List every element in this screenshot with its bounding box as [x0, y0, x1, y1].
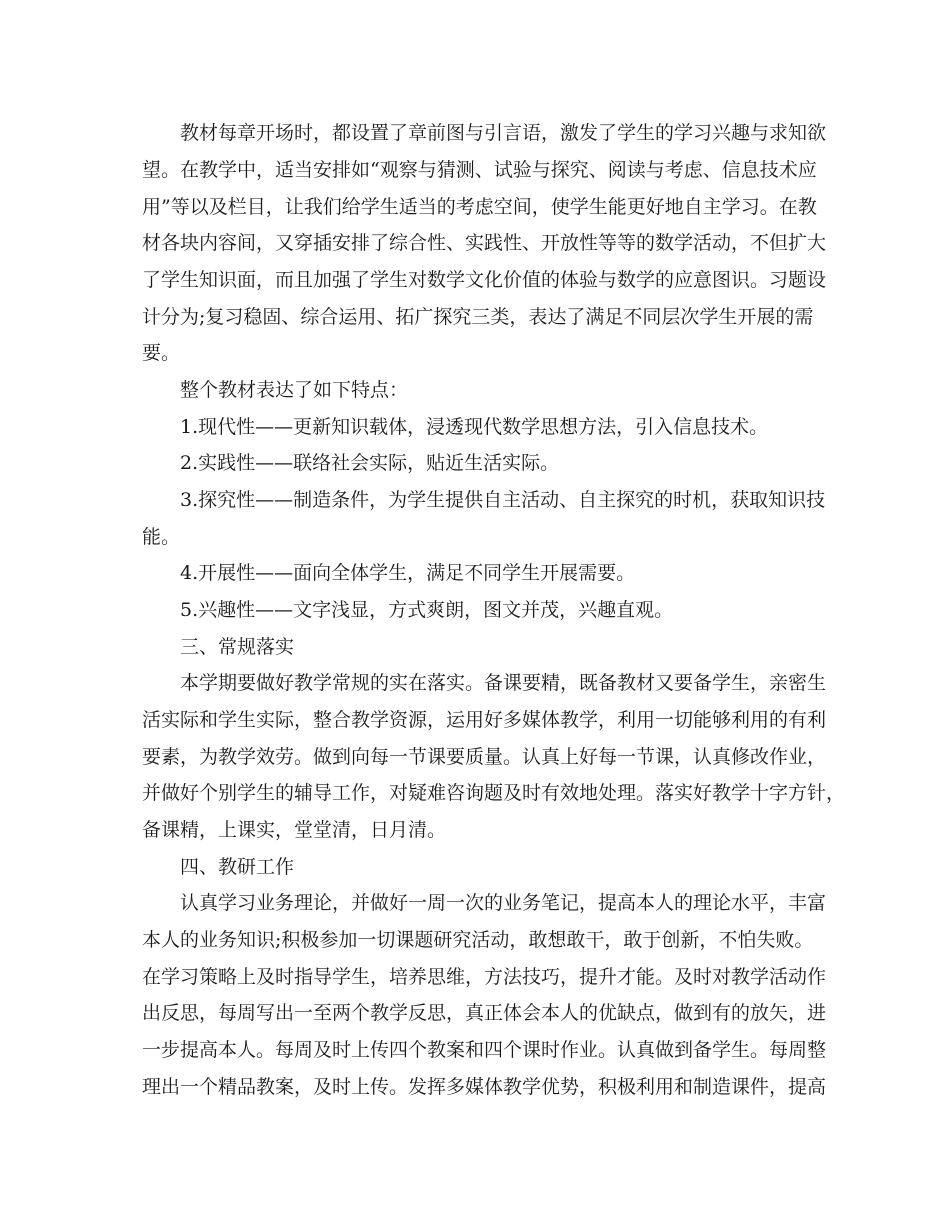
paragraph-line: 本学期要做好教学常规的实在落实。备课要精，既备教材又要备学生，亲密生 — [180, 672, 827, 694]
paragraph-line: 材各块内容间，又穿插安排了综合性、实践性、开放性等等的数学活动，不但扩大 — [142, 232, 827, 254]
paragraph-line: 活实际和学生实际，整合教学资源，运用好多媒体教学，利用一切能够利用的有利 — [142, 709, 827, 731]
list-item: 3.探究性——制造条件，为学生提供自主活动、自主探究的时机，获取知识技 — [180, 489, 826, 511]
paragraph-line: 一步提高本人。每周及时上传四个教案和四个课时作业。认真做到备学生。每周整 — [142, 1039, 827, 1061]
list-item: 2.实践性——联络社会实际，贴近生活实际。 — [180, 452, 560, 474]
paragraph-line: 用”等以及栏目，让我们给学生适当的考虑空间，使学生能更好地自主学习。在教 — [142, 196, 817, 218]
section-heading: 三、常规落实 — [180, 636, 295, 658]
paragraph-line: 在学习策略上及时指导学生，培养思维，方法技巧，提升才能。及时对教学活动作 — [142, 966, 827, 988]
paragraph-line: 要。 — [142, 342, 181, 364]
paragraph-line: 理出一个精品教案，及时上传。发挥多媒体教学优势，积极利用和制造课件，提高 — [142, 1076, 827, 1098]
list-item: 5.兴趣性——文字浅显，方式爽朗，图文并茂，兴趣直观。 — [180, 599, 674, 621]
paragraph-line: 整个教材表达了如下特点： — [180, 379, 409, 401]
paragraph-line: 计分为;复习稳固、综合运用、拓广探究三类，表达了满足不同层次学生开展的需 — [142, 306, 814, 328]
paragraph-line: 备课精，上课实，堂堂清，日月清。 — [142, 819, 447, 841]
paragraph-line: 本人的业务知识;积极参加一切课题研究活动，敢想敢干，敢于创新，不怕失败。 — [142, 929, 814, 951]
paragraph-line: 出反思，每周写出一至两个教学反思，真正体会本人的优缺点，做到有的放矢，进 — [142, 1002, 827, 1024]
paragraph-line: 望。在教学中，适当安排如“观察与猜测、试验与探究、阅读与考虑、信息技术应 — [142, 159, 817, 181]
paragraph-line: 了学生知识面，而且加强了学生对数学文化价值的体验与数学的应意图识。习题设 — [142, 269, 827, 291]
paragraph-line: 认真学习业务理论，并做好一周一次的业务笔记，提高本人的理论水平，丰富 — [180, 892, 827, 914]
paragraph-line: 并做好个别学生的辅导工作，对疑难咨询题及时有效地处理。落实好教学十字方针， — [142, 782, 846, 804]
paragraph-line: 教材每章开场时，都设置了章前图与引言语，激发了学生的学习兴趣与求知欲 — [180, 122, 827, 144]
paragraph-line: 要素，为教学效劳。做到向每一节课要质量。认真上好每一节课，认真修改作业， — [142, 746, 827, 768]
list-item: 4.开展性——面向全体学生，满足不同学生开展需要。 — [180, 562, 636, 584]
list-item: 1.现代性——更新知识载体，浸透现代数学思想方法，引入信息技术。 — [180, 416, 769, 438]
list-item-continuation: 能。 — [142, 526, 181, 548]
section-heading: 四、教研工作 — [180, 856, 295, 878]
